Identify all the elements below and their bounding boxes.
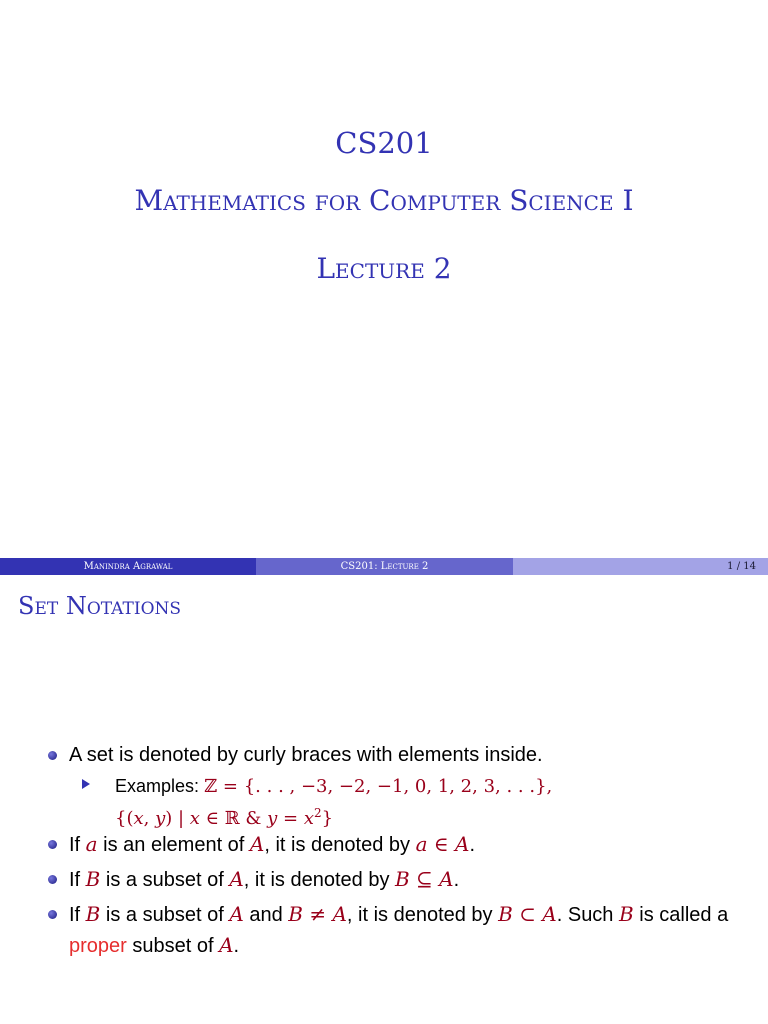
course-title: Mathematics for Computer Science I xyxy=(134,184,634,217)
example-integers: ℤ = {. . . , −3, −2, −1, 0, 1, 2, 3, . . .}, xyxy=(204,776,553,797)
frame-title: Set Notations xyxy=(18,592,182,620)
sub-bullet-examples: Examples: ℤ = {. . . , −3, −2, −1, 0, 1, 2, 3, . . .}, {(x, y) | x ∈ ℝ & $y = x^2$} xyxy=(82,773,742,832)
bullet-set-definition: A set is denoted by curly braces with elements inside. xyxy=(48,740,738,770)
bullet-icon xyxy=(48,840,57,849)
footer-bar xyxy=(0,558,768,575)
example-set-builder: {(x, y) | x ∈ ℝ & $y = x^2$} xyxy=(115,806,334,829)
bullet-icon xyxy=(48,875,57,884)
proper-highlight: proper xyxy=(69,935,127,957)
footer-author: Manindra Agrawal xyxy=(0,558,256,575)
bullet-proper-subset: If B is a subset of A and B ≠ A, it is denoted by B ⊂ A. Such B is called a proper subset of A. xyxy=(48,899,738,961)
set-notations-slide xyxy=(0,576,768,1024)
bullet-icon xyxy=(48,751,57,760)
bullet-element-of: If a is an element of A, it is denoted by a ∈ A. xyxy=(48,829,738,860)
bullet-icon xyxy=(48,910,57,919)
footer-page-number: 1 / 14 xyxy=(513,558,768,575)
triangle-bullet-icon xyxy=(82,779,90,789)
course-code: CS201 xyxy=(335,126,433,160)
lecture-title: Lecture 2 xyxy=(316,252,452,285)
footer-lecture: CS201: Lecture 2 xyxy=(256,558,513,575)
bullet-subset: If B is a subset of A, it is denoted by B ⊆ A. xyxy=(48,864,738,895)
